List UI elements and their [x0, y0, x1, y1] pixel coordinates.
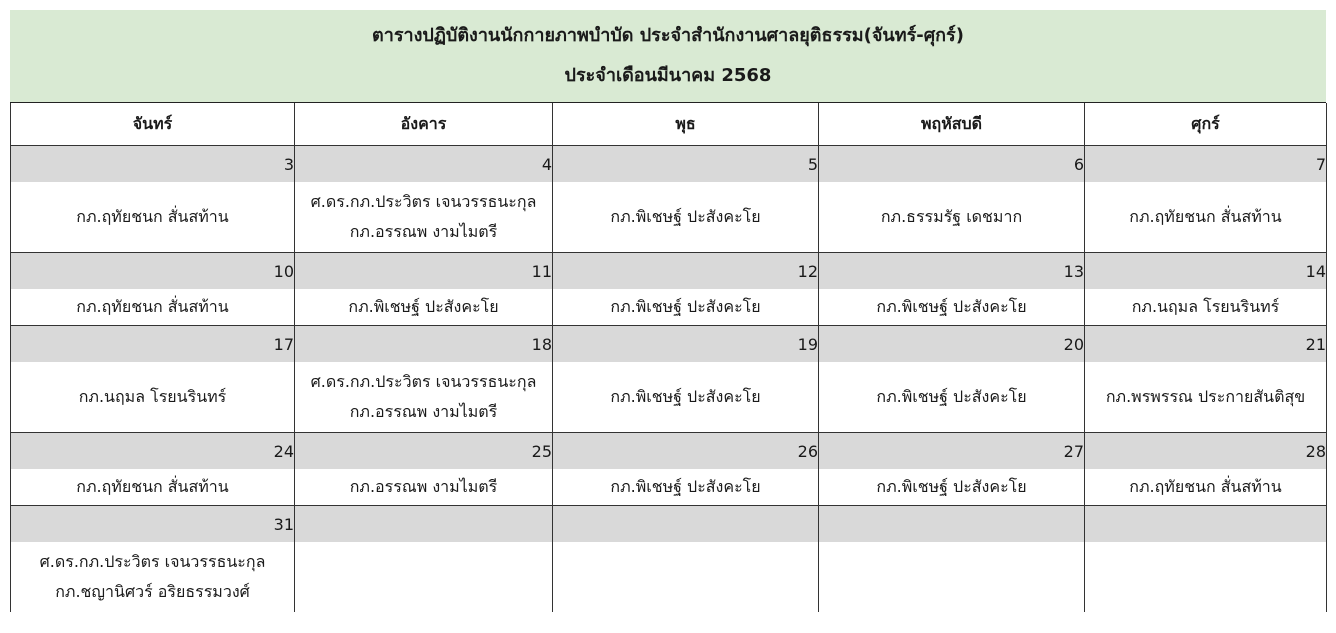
- weeks-body: [11, 146, 1327, 613]
- schedule-table: [10, 103, 1327, 612]
- week-staff-row: [11, 289, 1327, 326]
- date-number: 18: [295, 326, 553, 363]
- staff-name: กภ.พิเชษฐ์ ปะสังคะโย: [610, 297, 761, 316]
- date-number: 14: [1085, 253, 1327, 290]
- weekday-header: ศุกร์: [1085, 103, 1327, 146]
- staff-cell: [1085, 289, 1327, 326]
- staff-name: กภ.อรรณพ งามไมตรี: [349, 222, 498, 241]
- schedule-sheet: [10, 10, 1326, 612]
- week-date-row: [11, 253, 1327, 290]
- date-number: 27: [819, 433, 1085, 470]
- date-number: 19: [553, 326, 819, 363]
- staff-cell: [11, 289, 295, 326]
- staff-name: กภ.พิเชษฐ์ ปะสังคะโย: [610, 477, 761, 496]
- weekday-header: จันทร์: [11, 103, 295, 146]
- date-number: 11: [295, 253, 553, 290]
- staff-name: กภ.พิเชษฐ์ ปะสังคะโย: [610, 387, 761, 406]
- staff-cell: [295, 542, 553, 612]
- staff-name: ศ.ดร.กภ.ประวิตร เจนวรรธนะกุล: [310, 192, 537, 211]
- week-date-row: [11, 506, 1327, 543]
- date-number: 20: [819, 326, 1085, 363]
- staff-name: กภ.ธรรมรัฐ เดชมาก: [880, 207, 1023, 226]
- staff-name: กภ.พรพรรณ ประกายสันติสุข: [1105, 387, 1306, 406]
- schedule-month: ประจำเดือนมีนาคม 2568: [564, 65, 772, 86]
- staff-cell: [1085, 542, 1327, 612]
- staff-cell: [553, 289, 819, 326]
- staff-cell: [819, 289, 1085, 326]
- date-number: 25: [295, 433, 553, 470]
- staff-name: ศ.ดร.กภ.ประวิตร เจนวรรธนะกุล: [39, 552, 266, 571]
- date-number: [553, 506, 819, 543]
- date-number: 13: [819, 253, 1085, 290]
- title-block: [10, 10, 1326, 103]
- staff-cell: [295, 289, 553, 326]
- date-number: 26: [553, 433, 819, 470]
- date-number: 6: [819, 146, 1085, 183]
- date-number: 10: [11, 253, 295, 290]
- date-number: 21: [1085, 326, 1327, 363]
- staff-name: กภ.ฤทัยชนก สั่นสท้าน: [1129, 207, 1282, 226]
- staff-name: กภ.พิเชษฐ์ ปะสังคะโย: [876, 297, 1027, 316]
- week-staff-row: [11, 182, 1327, 253]
- staff-name: กภ.ฤทัยชนก สั่นสท้าน: [76, 207, 229, 226]
- staff-name: กภ.นฤมล โรยนรินทร์: [78, 387, 227, 406]
- date-number: 12: [553, 253, 819, 290]
- staff-name: กภ.ฤทัยชนก สั่นสท้าน: [76, 477, 229, 496]
- staff-cell: [1085, 469, 1327, 506]
- date-number: 31: [11, 506, 295, 543]
- date-number: 7: [1085, 146, 1327, 183]
- weekday-header-row: [11, 103, 1327, 146]
- staff-cell: [11, 542, 295, 612]
- date-number: 28: [1085, 433, 1327, 470]
- staff-name: ศ.ดร.กภ.ประวิตร เจนวรรธนะกุล: [310, 372, 537, 391]
- date-number: 5: [553, 146, 819, 183]
- staff-cell: [819, 182, 1085, 253]
- staff-name: กภ.พิเชษฐ์ ปะสังคะโย: [348, 297, 499, 316]
- staff-cell: [819, 362, 1085, 433]
- staff-name: กภ.นฤมล โรยนรินทร์: [1131, 297, 1280, 316]
- weekday-header: พุธ: [553, 103, 819, 146]
- staff-name: กภ.พิเชษฐ์ ปะสังคะโย: [876, 477, 1027, 496]
- date-number: 24: [11, 433, 295, 470]
- staff-name: กภ.ชญานิศวร์ อริยธรรมวงศ์: [55, 582, 250, 601]
- date-number: [295, 506, 553, 543]
- week-date-row: [11, 326, 1327, 363]
- week-staff-row: [11, 362, 1327, 433]
- staff-cell: [819, 542, 1085, 612]
- staff-cell: [11, 182, 295, 253]
- staff-cell: [295, 182, 553, 253]
- date-number: [819, 506, 1085, 543]
- staff-cell: [295, 362, 553, 433]
- week-date-row: [11, 433, 1327, 470]
- staff-name: กภ.ฤทัยชนก สั่นสท้าน: [76, 297, 229, 316]
- date-number: 17: [11, 326, 295, 363]
- staff-name: กภ.ฤทัยชนก สั่นสท้าน: [1129, 477, 1282, 496]
- date-number: [1085, 506, 1327, 543]
- staff-cell: [1085, 362, 1327, 433]
- staff-name: กภ.อรรณพ งามไมตรี: [349, 477, 498, 496]
- staff-name: กภ.พิเชษฐ์ ปะสังคะโย: [876, 387, 1027, 406]
- staff-cell: [295, 469, 553, 506]
- staff-cell: [553, 542, 819, 612]
- staff-cell: [819, 469, 1085, 506]
- staff-cell: [553, 362, 819, 433]
- staff-cell: [553, 469, 819, 506]
- schedule-title: ตารางปฏิบัติงานนักกายภาพบำบัด ประจำสำนักงานศาลยุติธรรม(จันทร์-ศุกร์): [372, 25, 964, 46]
- week-staff-row: [11, 469, 1327, 506]
- staff-cell: [553, 182, 819, 253]
- staff-cell: [11, 469, 295, 506]
- date-number: 4: [295, 146, 553, 183]
- staff-name: กภ.อรรณพ งามไมตรี: [349, 402, 498, 421]
- staff-name: กภ.พิเชษฐ์ ปะสังคะโย: [610, 207, 761, 226]
- weekday-header: พฤหัสบดี: [819, 103, 1085, 146]
- staff-cell: [1085, 182, 1327, 253]
- week-date-row: [11, 146, 1327, 183]
- weekday-header: อังคาร: [295, 103, 553, 146]
- week-staff-row: [11, 542, 1327, 612]
- date-number: 3: [11, 146, 295, 183]
- staff-cell: [11, 362, 295, 433]
